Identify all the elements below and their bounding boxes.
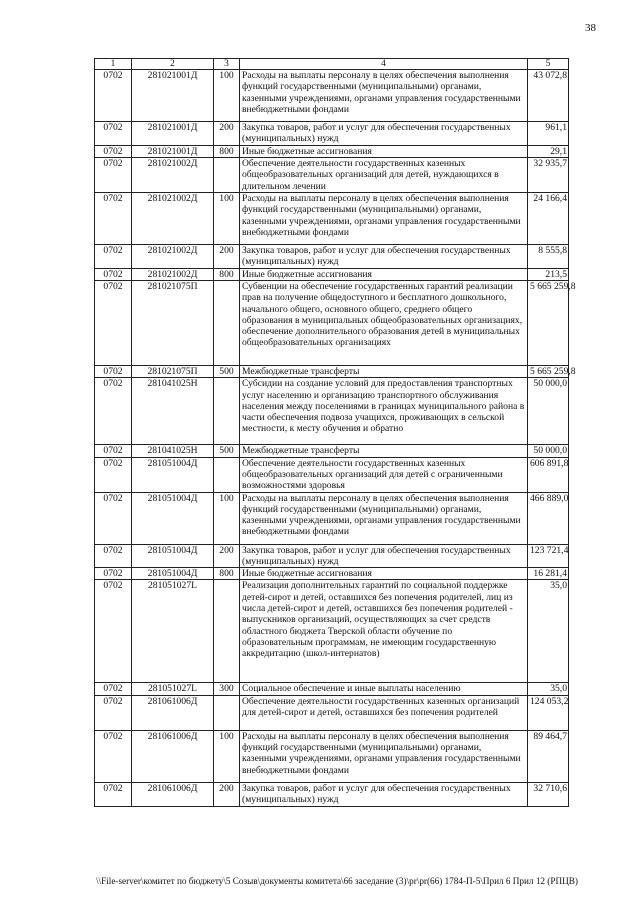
table-row [95,268,569,280]
target-code-cell: 281021075П [132,365,214,377]
description-cell: Расходы на выплаты персоналу в целях обеспечения выполнения функций государственными (муниципальными) органами, казенными учреждениями, органами управления государственными внебюджетными фондами [240,70,528,122]
amount-cell: 124 053,2 [528,695,569,730]
target-code-cell: 281061006Д [132,730,214,782]
table-row [95,244,569,268]
description-cell: Субсидии на создание условий для предоставления транспортных услуг населению и организацию транспортного обслуживания населения между поселениями в границах муниципального района в части обеспечения подвоза учащихся, проживающих в сельской местности, к месту обучения и обратно [240,378,528,445]
expense-kind-cell: 300 [214,683,240,695]
expense-kind-cell: 200 [214,122,240,146]
expense-kind-cell [214,378,240,445]
section-code-cell: 0702 [95,683,132,695]
table-row [95,122,569,146]
table-row [95,568,569,580]
section-code-cell: 0702 [95,492,132,544]
table-row [95,695,569,730]
description-cell: Закупка товаров, работ и услуг для обеспечения государственных (муниципальных) нужд [240,244,528,268]
expense-kind-cell: 800 [214,268,240,280]
amount-cell: 35,0 [528,683,569,695]
page-number: 38 [585,22,596,34]
expense-kind-cell: 200 [214,782,240,806]
target-code-cell: 281021002Д [132,192,214,244]
table-row [95,70,569,122]
section-code-cell: 0702 [95,782,132,806]
table-row [95,192,569,244]
amount-cell: 213,5 [528,268,569,280]
target-code-cell: 281051004Д [132,492,214,544]
section-code-cell: 0702 [95,192,132,244]
section-code-cell: 0702 [95,695,132,730]
table-row [95,145,569,157]
table-row [95,580,569,683]
section-code-cell: 0702 [95,568,132,580]
expense-kind-cell [214,280,240,365]
expense-kind-cell [214,457,240,492]
amount-cell: 43 072,8 [528,70,569,122]
table-row [95,280,569,365]
amount-cell: 123 721,4 [528,544,569,568]
description-cell: Иные бюджетные ассигнования [240,145,528,157]
amount-cell: 50 000,0 [528,378,569,445]
section-code-cell: 0702 [95,70,132,122]
description-cell: Расходы на выплаты персоналу в целях обеспечения выполнения функций государственными (муниципальными) органами, казенными учреждениями, органами управления государственными внебюджетными фондами [240,730,528,782]
target-code-cell: 281021002Д [132,244,214,268]
table-row [95,445,569,457]
description-cell: Закупка товаров, работ и услуг для обеспечения государственных (муниципальных) нужд [240,782,528,806]
section-code-cell: 0702 [95,280,132,365]
table-row [95,378,569,445]
expense-kind-cell: 100 [214,492,240,544]
description-cell: Субвенции на обеспечение государственных гарантий реализации прав на получение общедоступного и бесплатного дошкольного, начального общего, основного общего, среднего общего образования в муниципальных общеобразовательных организациях, обеспечение дополнительного образования детей в муниципальных общеобразовательных организациях [240,280,528,365]
column-header: 5 [528,59,569,70]
table-row [95,782,569,806]
expense-kind-cell [214,580,240,683]
table-body [95,70,576,807]
expense-kind-cell: 100 [214,70,240,122]
table-row [95,730,569,782]
description-cell: Обеспечение деятельности государственных казенных организаций для детей-сирот и детей, оставшихся без попечения родителей [240,695,528,730]
target-code-cell: 281021001Д [132,145,214,157]
column-header: 1 [95,59,132,70]
column-header: 3 [214,59,240,70]
target-code-cell: 281051004Д [132,457,214,492]
table-row [95,157,569,192]
section-code-cell: 0702 [95,157,132,192]
description-cell: Закупка товаров, работ и услуг для обеспечения государственных (муниципальных) нужд [240,544,528,568]
section-code-cell: 0702 [95,445,132,457]
description-cell: Обеспечение деятельности государственных казенных общеобразовательных организаций для детей, нуждающихся в длительном лечении [240,157,528,192]
budget-table [94,58,576,807]
target-code-cell: 281041025Н [132,378,214,445]
expense-kind-cell: 200 [214,244,240,268]
section-code-cell: 0702 [95,580,132,683]
amount-cell: 24 166,4 [528,192,569,244]
description-cell: Расходы на выплаты персоналу в целях обеспечения выполнения функций государственными (муниципальными) органами, казенными учреждениями, органами управления государственными внебюджетными фондами [240,492,528,544]
target-code-cell: 281041025Н [132,445,214,457]
target-code-cell: 281021001Д [132,122,214,146]
amount-cell: 8 555,8 [528,244,569,268]
amount-cell: 5 665 259,8 [528,365,569,377]
expense-kind-cell: 100 [214,730,240,782]
amount-cell: 606 891,8 [528,457,569,492]
description-cell: Закупка товаров, работ и услуг для обеспечения государственных (муниципальных) нужд [240,122,528,146]
section-code-cell: 0702 [95,365,132,377]
amount-cell: 35,0 [528,580,569,683]
table-row [95,492,569,544]
description-cell: Межбюджетные трансферты [240,445,528,457]
table-header-row [95,59,569,70]
expense-kind-cell [214,157,240,192]
target-code-cell: 281021001Д [132,70,214,122]
section-code-cell: 0702 [95,145,132,157]
description-cell: Иные бюджетные ассигнования [240,568,528,580]
amount-cell: 32 710,6 [528,782,569,806]
section-code-cell: 0702 [95,244,132,268]
amount-cell: 466 889,0 [528,492,569,544]
table-row [95,365,569,377]
amount-cell: 961,1 [528,122,569,146]
description-cell: Расходы на выплаты персоналу в целях обеспечения выполнения функций государственными (муниципальными) органами, казенными учреждениями, органами управления государственными внебюджетными фондами [240,192,528,244]
target-code-cell: 281021002Д [132,268,214,280]
file-path-footer: \\File-server\комитет по бюджету\5 Созыв\документы комитета\66 заседание (3)\pr\pr(66) 1784-П-5\Прил 6 Прил 12 (РПЦВ) [96,876,578,886]
expense-kind-cell: 100 [214,192,240,244]
table-row [95,457,569,492]
column-header: 4 [240,59,528,70]
description-cell: Социальное обеспечение и иные выплаты населению [240,683,528,695]
target-code-cell: 281061006Д [132,782,214,806]
amount-cell: 16 281,4 [528,568,569,580]
section-code-cell: 0702 [95,122,132,146]
expense-kind-cell: 200 [214,544,240,568]
description-cell: Обеспечение деятельности государственных казенных общеобразовательных организаций для детей с ограниченными возможностями здоровья [240,457,528,492]
amount-cell: 32 935,7 [528,157,569,192]
table-row [95,683,569,695]
amount-cell: 29,1 [528,145,569,157]
target-code-cell: 281051027L [132,580,214,683]
section-code-cell: 0702 [95,378,132,445]
expense-kind-cell: 500 [214,365,240,377]
target-code-cell: 281051027L [132,683,214,695]
section-code-cell: 0702 [95,730,132,782]
amount-cell: 5 665 259,8 [528,280,569,365]
target-code-cell: 281021002Д [132,157,214,192]
amount-cell: 89 464,7 [528,730,569,782]
description-cell: Реализация дополнительных гарантий по социальной поддержке детей-сирот и детей, оставшихся без попечения родителей, лиц из числа детей-сирот и детей, оставшихся без попечения родителей - выпускников организаций, осуществляющих за счет средств областного бюджета Тверской области обучение по образовательным программам, не имеющим государственную аккредитацию (школ-интернатов) [240,580,528,683]
section-code-cell: 0702 [95,268,132,280]
description-cell: Межбюджетные трансферты [240,365,528,377]
column-header: 2 [132,59,214,70]
expense-kind-cell: 800 [214,145,240,157]
target-code-cell: 281021075П [132,280,214,365]
expense-kind-cell: 800 [214,568,240,580]
table-row [95,544,569,568]
section-code-cell: 0702 [95,544,132,568]
amount-cell: 50 000,0 [528,445,569,457]
expense-kind-cell [214,695,240,730]
target-code-cell: 281051004Д [132,544,214,568]
section-code-cell: 0702 [95,457,132,492]
expense-kind-cell: 500 [214,445,240,457]
description-cell: Иные бюджетные ассигнования [240,268,528,280]
target-code-cell: 281061006Д [132,695,214,730]
target-code-cell: 281051004Д [132,568,214,580]
